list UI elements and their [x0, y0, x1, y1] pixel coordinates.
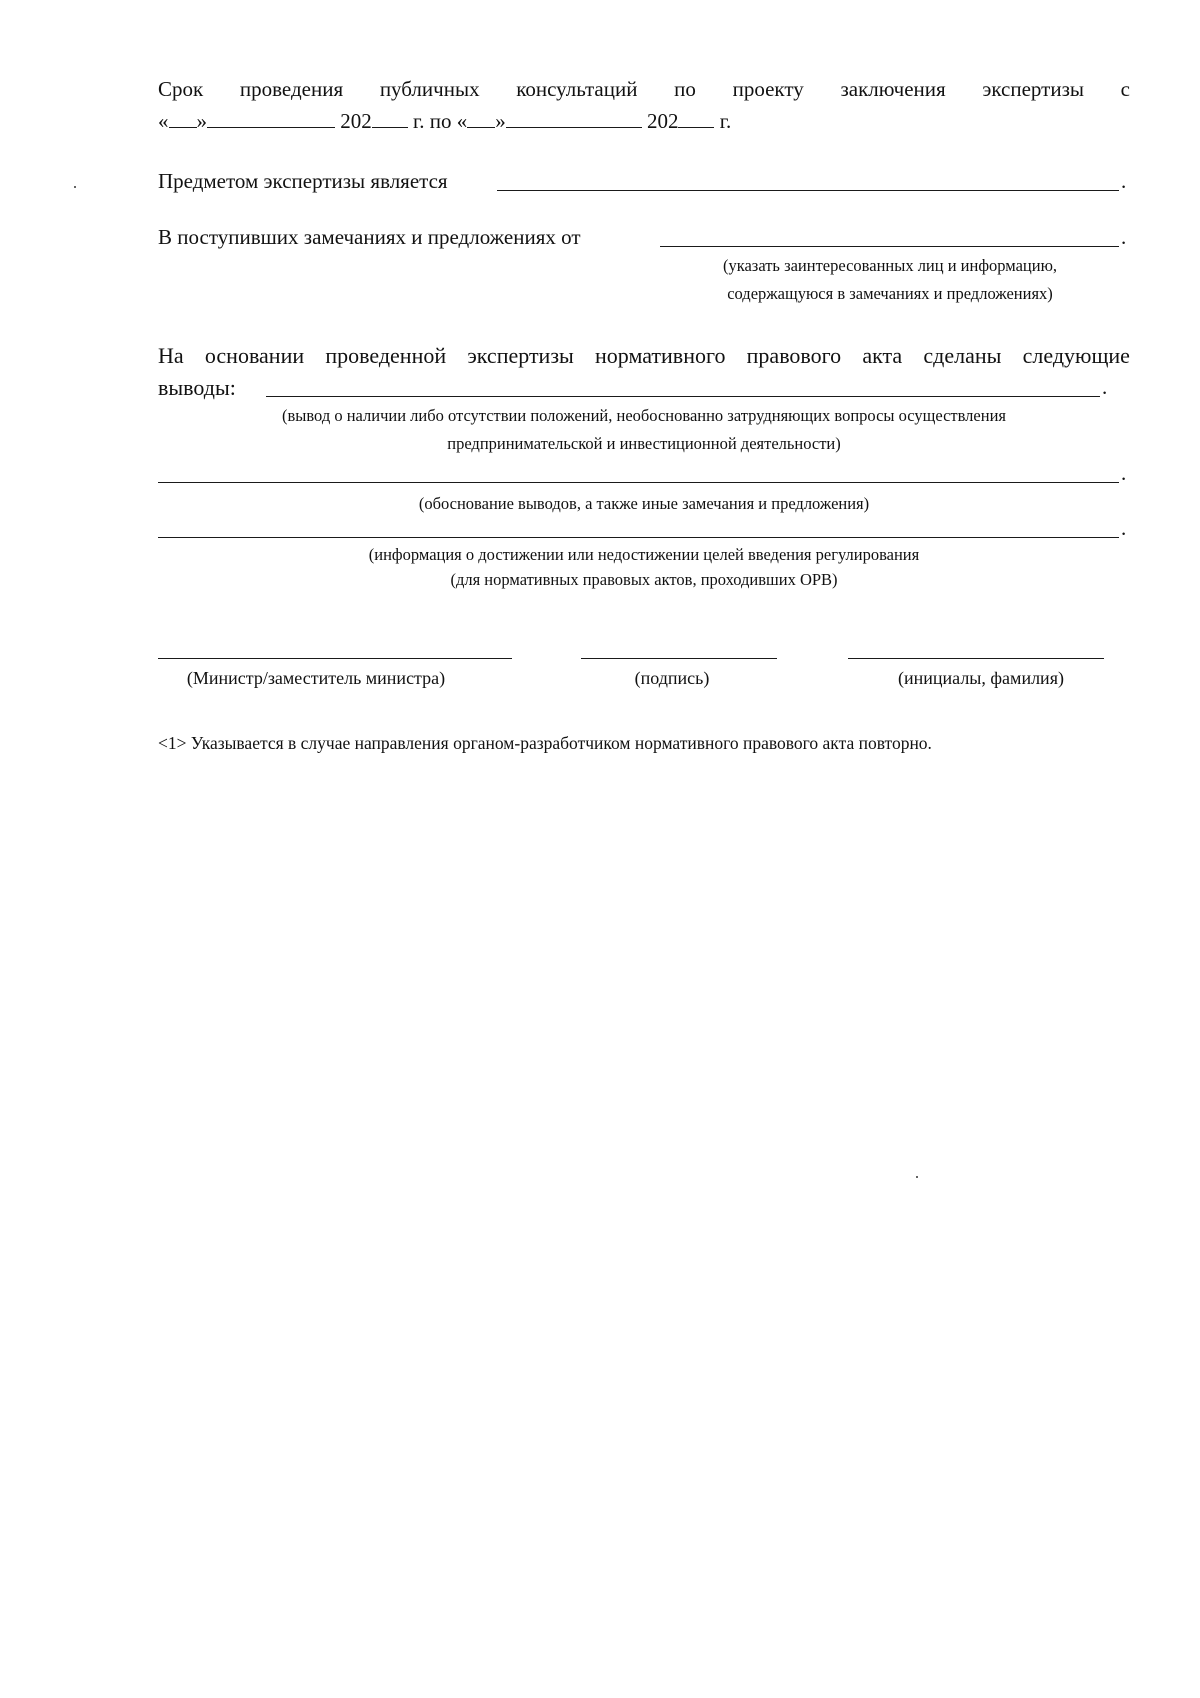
word: с: [1120, 77, 1130, 101]
close-quote: »: [495, 109, 506, 133]
justification-end: .: [1121, 461, 1127, 485]
subject-end: .: [1121, 169, 1127, 193]
word: нормативного: [595, 343, 726, 368]
word: основании: [204, 343, 305, 368]
remarks-hint-line1: (указать заинтересованных лиц и информацию,: [722, 256, 1058, 275]
word: проекту: [732, 77, 804, 101]
conclusions-line1: [158, 342, 1130, 370]
sign-line[interactable]: [581, 658, 777, 659]
word: по: [674, 77, 696, 101]
goals-end: .: [1121, 516, 1127, 540]
name-line[interactable]: [848, 658, 1104, 659]
word: экспертизы: [467, 343, 574, 368]
word: сделаны: [923, 343, 1002, 368]
end-year-blank[interactable]: [678, 109, 714, 128]
goals-hint-line2: (для нормативных правовых актов, проходивших ОРВ): [450, 570, 838, 589]
remarks-end: .: [1121, 225, 1127, 249]
minister-label: (Министр/заместитель министра): [186, 668, 446, 688]
scan-speck: [74, 186, 76, 188]
word: заключения: [840, 77, 946, 101]
consultation-period-line1: [158, 76, 1130, 102]
end-day-blank[interactable]: [467, 109, 495, 128]
word: акта: [862, 343, 903, 368]
end-suffix: г.: [719, 109, 732, 133]
justification-hint: (обоснование выводов, а также иные замечания и предложения): [418, 494, 870, 513]
remarks-label: В поступивших замечаниях и предложениях от: [158, 225, 581, 249]
minister-signature-line[interactable]: [158, 658, 512, 659]
start-month-blank[interactable]: [207, 109, 335, 128]
open-quote: «: [158, 109, 169, 133]
consultation-period-line2: [158, 108, 731, 134]
subject-field[interactable]: [497, 190, 1119, 191]
goals-hint-line1: (информация о достижении или недостижении целей введения регулирования: [368, 545, 920, 564]
word: правового: [746, 343, 842, 368]
remarks-hint-line2: содержащуюся в замечаниях и предложениях): [727, 284, 1053, 303]
word: следующие: [1022, 343, 1130, 368]
conclusions-end: .: [1102, 375, 1108, 399]
sign-label: (подпись): [634, 668, 710, 688]
subject-label: Предметом экспертизы является: [158, 169, 448, 193]
goals-field[interactable]: [158, 537, 1119, 538]
conclusions-hint-line1: (вывод о наличии либо отсутствии положений, необоснованно затрудняющих вопросы осуществления: [282, 406, 1006, 425]
word: публичных: [379, 77, 480, 101]
end-month-blank[interactable]: [506, 109, 642, 128]
word: консультаций: [516, 77, 638, 101]
conclusions-field[interactable]: [266, 396, 1100, 397]
start-year-blank[interactable]: [372, 109, 408, 128]
remarks-field[interactable]: [660, 246, 1119, 247]
conclusions-label: выводы:: [158, 375, 236, 400]
word: Срок: [158, 77, 204, 101]
end-year-prefix: 202: [646, 109, 679, 133]
word: экспертизы: [982, 77, 1084, 101]
word: проведенной: [325, 343, 447, 368]
start-day-blank[interactable]: [169, 109, 197, 128]
justification-field[interactable]: [158, 482, 1119, 483]
word: На: [158, 343, 184, 368]
word: проведения: [239, 77, 344, 101]
open-quote: «: [456, 109, 468, 133]
start-year-prefix: 202: [340, 109, 372, 133]
start-year-suffix: г. по: [413, 109, 452, 133]
close-quote: »: [196, 109, 207, 133]
name-label: (инициалы, фамилия): [898, 668, 1064, 688]
scan-speck: [916, 1176, 918, 1178]
conclusions-hint-line2: предпринимательской и инвестиционной деятельности): [447, 434, 841, 453]
footnote: <1> Указывается в случае направления органом-разработчиком нормативного правового акта повторно.: [158, 733, 932, 753]
